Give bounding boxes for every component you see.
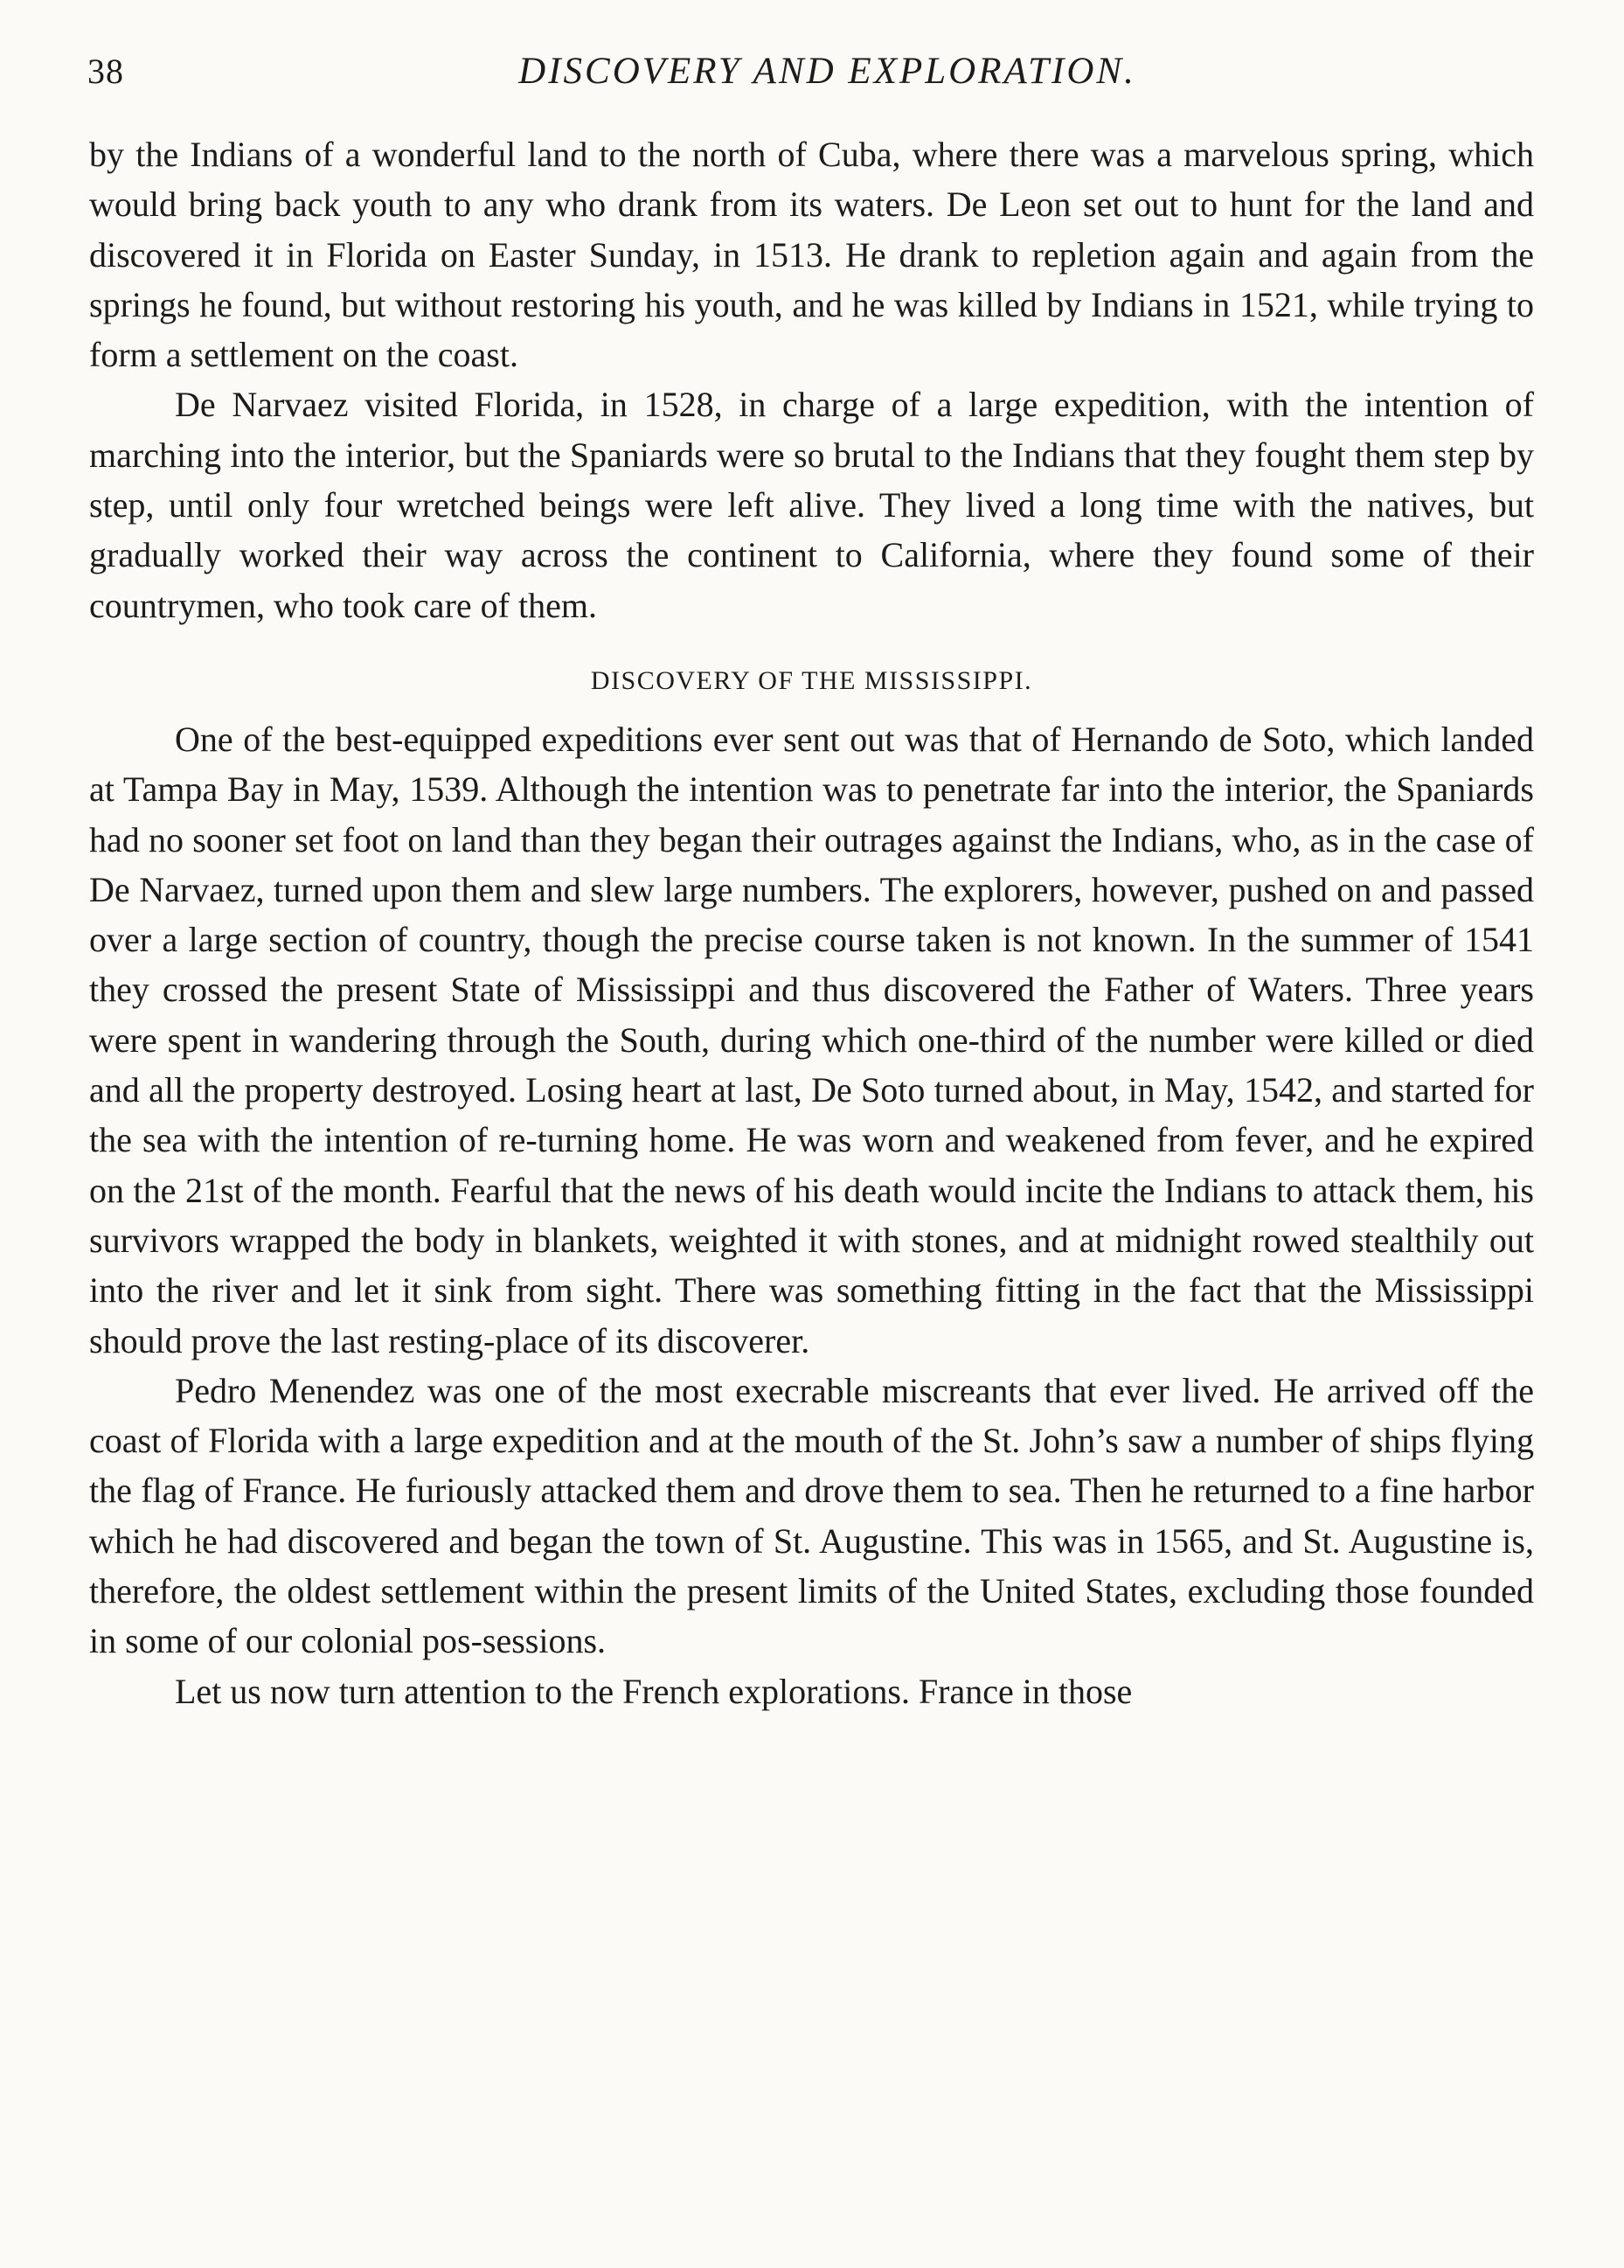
section-heading: DISCOVERY OF THE MISSISSIPPI. xyxy=(590,665,1033,695)
paragraph-de-soto: One of the best-equipped expeditions ever sent out was that of Hernando de Soto, which landed at Tampa Bay in May, 1539. Although the intention was to penetrate far into the interior, the Spaniards had no sooner set foot on land than they began their outrages against the Indians, who, as in the case of De Narvaez, turned upon them and slew large numbers. The explorers, however, pushed on and passed over a large section of country, though the precise course taken is not known. In the summer of 1541 they crossed the present State of Mississippi and thus discovered the Father of Waters. Three years were spent in wandering through the South, during which one-third of the number were killed or died and all the property destroyed. Losing heart at last, De Soto turned about, in May, 1542, and started for the sea with the intention of re-turning home. He was worn and weakened from fever, and he expired on the 21st of the month. Fearful that the news of his death would incite the Indians to attack them, his survivors wrapped the body in blankets, weighted it with stones, and at midnight rowed stealthily out into the river and let it sink from sight. There was something fitting in the fact that the Mississippi should prove the last resting-place of its discoverer. xyxy=(89,719,1534,1360)
body-text xyxy=(89,129,1534,1716)
paragraph-continuation: by the Indians of a wonderful land to the north of Cuba, where there was a marvelous spring, which would bring back youth to any who drank from its waters. De Leon set out to hunt for the land and discovered it in Florida on Easter Sunday, in 1513. He drank to repletion again and again from the springs he found, but without restoring his youth, and he was killed by Indians in 1521, while trying to form a settlement on the coast. xyxy=(89,135,1534,375)
paragraph-de-narvaez: De Narvaez visited Florida, in 1528, in charge of a large expedition, with the intention of marching into the interior, but the Spaniards were so brutal to the Indians that they fought them step by step, until only four wretched beings were left alive. They lived a long time with the natives, but gradually worked their way across the continent to California, where they found some of their countrymen, who took care of them. xyxy=(89,385,1534,625)
paragraph-menendez: Pedro Menendez was one of the most execrable miscreants that ever lived. He arrived off the coast of Florida with a large expedition and at the mouth of the St. John’s saw a number of ships flying the flag of France. He furiously attacked them and drove them to sea. Then he returned to a fine harbor which he had discovered and began the town of St. Augustine. This was in 1565, and St. Augustine is, therefore, the oldest settlement within the present limits of the United States, excluding those founded in some of our colonial pos-sessions. xyxy=(89,1370,1534,1661)
page-number: 38 xyxy=(87,52,124,91)
paragraph-french-explorations: Let us now turn attention to the French explorations. France in those xyxy=(175,1671,1133,1711)
running-title: DISCOVERY AND EXPLORATION. xyxy=(518,51,1136,92)
running-head xyxy=(87,45,1532,98)
